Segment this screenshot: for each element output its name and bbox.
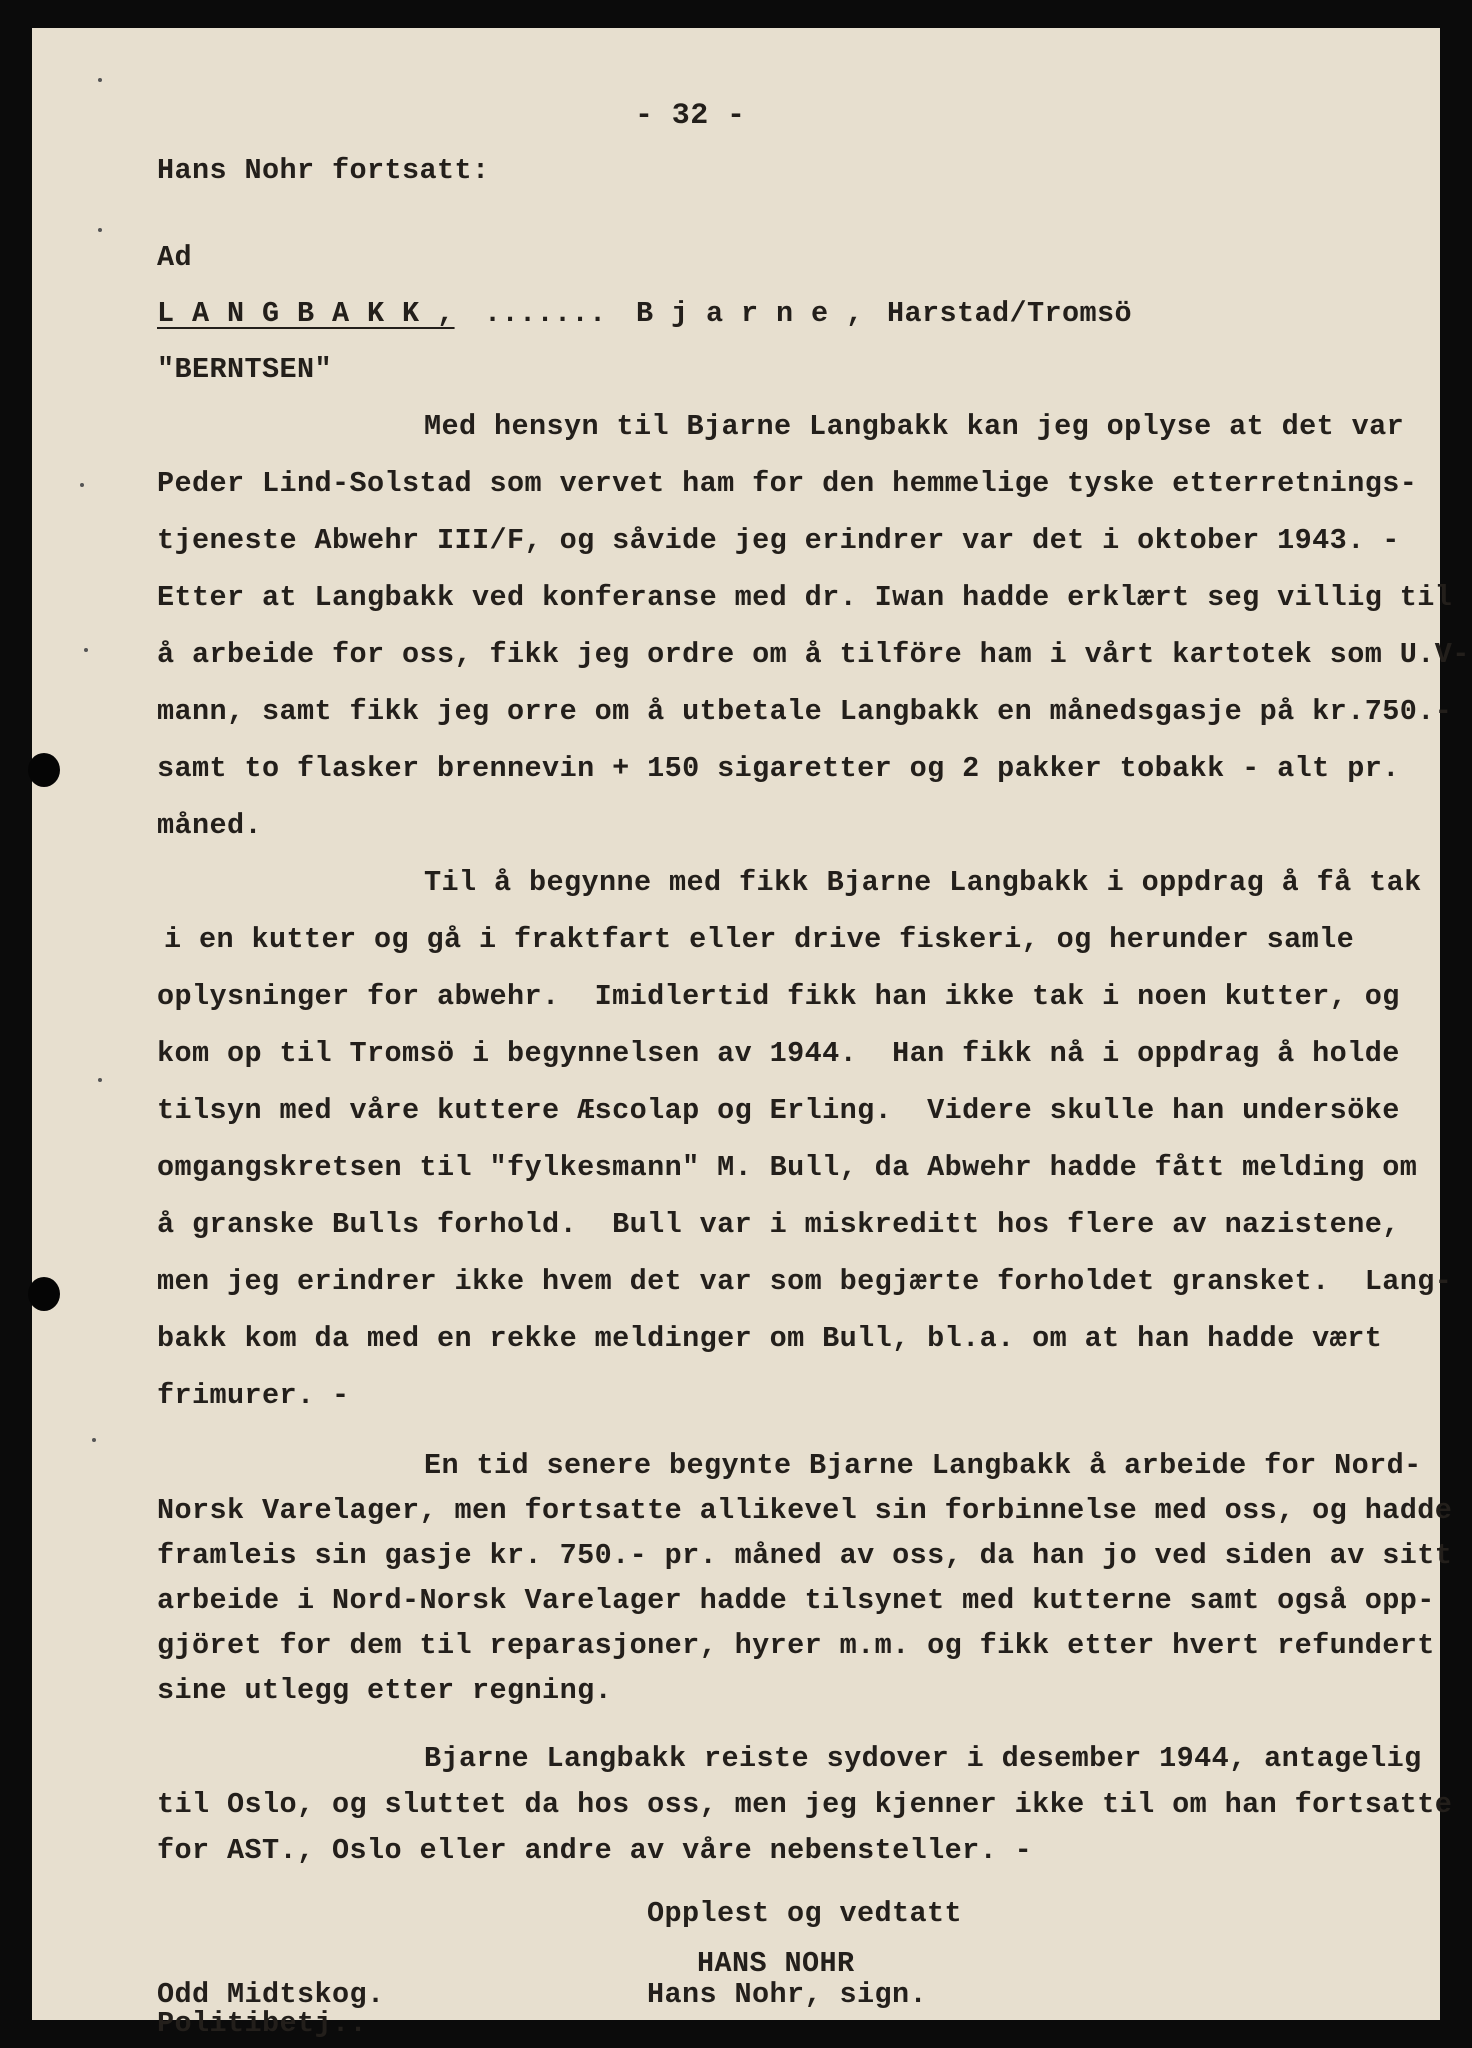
body-line: å arbeide for oss, fikk jeg ordre om å tilföre ham i vårt kartotek som U.V- xyxy=(157,638,1470,671)
body-line: Etter at Langbakk ved konferanse med dr. Iwan hadde erklært seg villig til xyxy=(157,581,1453,614)
read-approved-note: Opplest og vedtatt xyxy=(647,1897,963,1930)
body-line: å granske Bulls forhold. Bull var i miskreditt hos flere av nazistene, xyxy=(157,1208,1400,1241)
subject-dots: ....... xyxy=(484,297,607,330)
document-page xyxy=(32,28,1470,2040)
punch-hole xyxy=(28,1277,60,1311)
speck xyxy=(98,1078,102,1082)
subject-place: Harstad/Tromsö xyxy=(887,297,1133,330)
body-line: Til å begynne med fikk Bjarne Langbakk i oppdrag å få tak xyxy=(424,866,1422,899)
signature-name: Hans Nohr, sign. xyxy=(647,1978,928,2011)
body-line: Med hensyn til Bjarne Langbakk kan jeg oplyse at det var xyxy=(424,410,1405,443)
body-line: arbeide i Nord-Norsk Varelager hadde tilsynet med kutterne samt også opp- xyxy=(157,1584,1435,1617)
ad-label: Ad xyxy=(157,241,193,274)
body-line: oplysninger for abwehr. Imidlertid fikk han ikke tak i noen kutter, og xyxy=(157,980,1400,1013)
body-line: men jeg erindrer ikke hvem det var som begjærte forholdet gransket. Lang- xyxy=(157,1265,1453,1298)
speck xyxy=(80,483,84,487)
section-heading: Hans Nohr fortsatt: xyxy=(157,154,490,187)
subject-surname: L A N G B A K K , xyxy=(157,297,455,330)
body-line: frimurer. - xyxy=(157,1379,350,1412)
body-line: for AST., Oslo eller andre av våre nebensteller. - xyxy=(157,1834,1033,1867)
body-line: i en kutter og gå i fraktfart eller drive fiskeri, og herunder samle xyxy=(164,923,1355,956)
page-number: - 32 - xyxy=(635,99,746,133)
speck xyxy=(98,78,102,82)
body-line: til Oslo, og sluttet da hos oss, men jeg kjenner ikke til om han fortsatte xyxy=(157,1788,1453,1821)
body-line: gjöret for dem til reparasjoner, hyrer m.m. og fikk etter hvert refundert xyxy=(157,1629,1435,1662)
officer-title: Politibetj.. xyxy=(157,2007,368,2040)
subject-given-name: B j a r n e , xyxy=(636,297,864,330)
body-line: sine utlegg etter regning. xyxy=(157,1674,613,1707)
punch-hole xyxy=(28,753,60,787)
speck xyxy=(92,1438,96,1442)
body-line: Bjarne Langbakk reiste sydover i desember 1944, antagelig xyxy=(424,1742,1422,1775)
subject-alias: "BERNTSEN" xyxy=(157,353,333,386)
body-line: samt to flasker brennevin + 150 sigaretter og 2 pakker tobakk - alt pr. xyxy=(157,752,1400,785)
body-line: kom op til Tromsö i begynnelsen av 1944. Han fikk nå i oppdrag å holde xyxy=(157,1037,1400,1070)
body-line: mann, samt fikk jeg orre om å utbetale Langbakk en månedsgasje på kr.750.- xyxy=(157,695,1453,728)
speck xyxy=(98,228,102,232)
body-line: tjeneste Abwehr III/F, og såvide jeg erindrer var det i oktober 1943. - xyxy=(157,524,1400,557)
body-line: Norsk Varelager, men fortsatte allikevel sin forbinnelse med oss, og hadde xyxy=(157,1494,1453,1527)
speck xyxy=(84,648,88,652)
body-line: omgangskretsen til "fylkesmann" M. Bull, da Abwehr hadde fått melding om xyxy=(157,1151,1418,1184)
body-line: bakk kom da med en rekke meldinger om Bull, bl.a. om at han hadde vært xyxy=(157,1322,1383,1355)
body-line: En tid senere begynte Bjarne Langbakk å arbeide for Nord- xyxy=(424,1449,1422,1482)
body-line: Peder Lind-Solstad som vervet ham for den hemmelige tyske etterretnings- xyxy=(157,467,1418,500)
signature-caps: HANS NOHR xyxy=(697,1947,855,1980)
officer-name: Odd Midtskog. xyxy=(157,1978,385,2011)
body-line: tilsyn med våre kuttere Æscolap og Erling. Videre skulle han undersöke xyxy=(157,1094,1400,1127)
body-line: framleis sin gasje kr. 750.- pr. måned av oss, da han jo ved siden av sitt xyxy=(157,1539,1453,1572)
body-line: måned. xyxy=(157,809,263,842)
